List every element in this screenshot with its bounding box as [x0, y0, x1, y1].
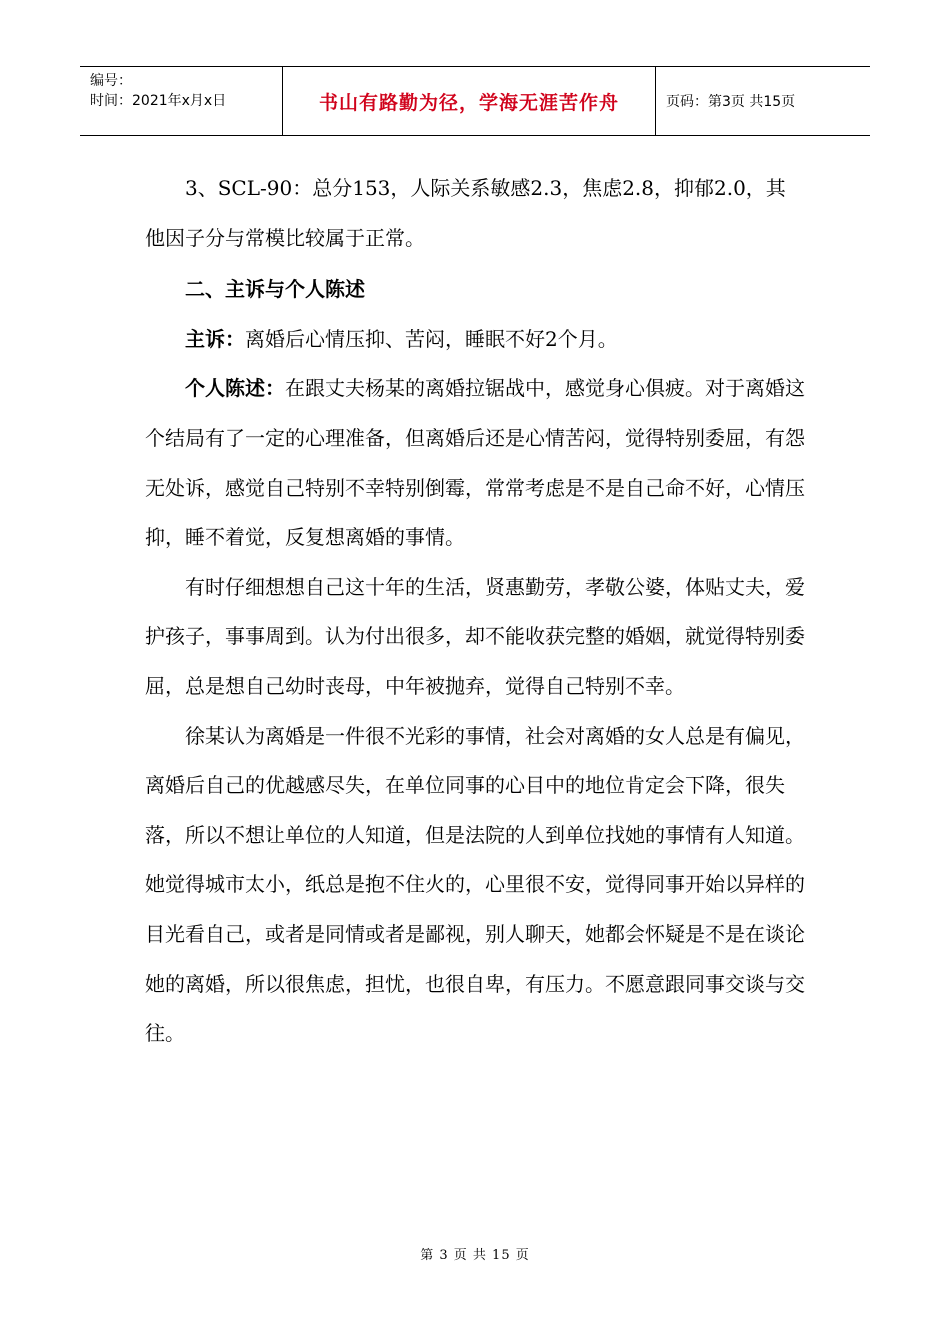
header-page-info: 页码：第3页 共15页 [666, 94, 796, 110]
page-header [80, 66, 870, 136]
scl90-paragraph: 3、SCL-90：总分153，人际关系敏感2.3，焦虑2.8，抑郁2.0，其他因子分与常模比较属于正常。 [145, 176, 786, 250]
complaint-label: 主诉： [185, 326, 245, 351]
document-body [145, 164, 805, 1059]
document-number: 编号： [90, 73, 132, 89]
document-date: 时间：2021年x月x日 [90, 93, 227, 109]
life-paragraph: 有时仔细想想自己这十年的生活，贤惠勤劳，孝敬公婆，体贴丈夫，爱护孩子，事事周到。认为付出很多，却不能收获完整的婚姻，就觉得特别委屈，总是想自己幼时丧母，中年被抛弃，觉得自己特别不幸。 [145, 574, 805, 698]
statement-label: 个人陈述： [185, 376, 285, 401]
complaint-paragraph [145, 315, 805, 365]
social-paragraph: 徐某认为离婚是一件很不光彩的事情，社会对离婚的女人总是有偏见，离婚后自己的优越感尽失，在单位同事的心目中的地位肯定会下降，很失落，所以不想让单位的人知道，但是法院的人到单位找她的事情有人知道。她觉得城市太小，纸总是抱不住火的，心里很不安，觉得同事开始以异样的目光看自己，或者是同情或者是鄙视，别人聊天，她都会怀疑是不是在谈论她的离婚，所以很焦虑，担忧，也很自卑，有压力。不愿意跟同事交谈与交往。 [145, 723, 805, 1046]
header-motto: 书山有路勤为径，学海无涯苦作舟 [283, 67, 656, 135]
statement-text: 在跟丈夫杨某的离婚拉锯战中，感觉身心俱疲。对于离婚这个结局有了一定的心理准备，但离婚后还是心情苦闷，觉得特别委屈，有怨无处诉，感觉自己特别不幸特别倒霉，常常考虑是不是自己命不好，心情压抑，睡不着觉，反复想离婚的事情。 [145, 376, 805, 550]
section-title: 二、主诉与个人陈述 [185, 277, 365, 302]
header-meta [80, 67, 283, 135]
page-footer: 第 3 页 共 15 页 [420, 1248, 530, 1263]
statement-paragraph [145, 364, 805, 562]
complaint-text: 离婚后心情压抑、苦闷，睡眠不好2个月。 [245, 326, 618, 351]
